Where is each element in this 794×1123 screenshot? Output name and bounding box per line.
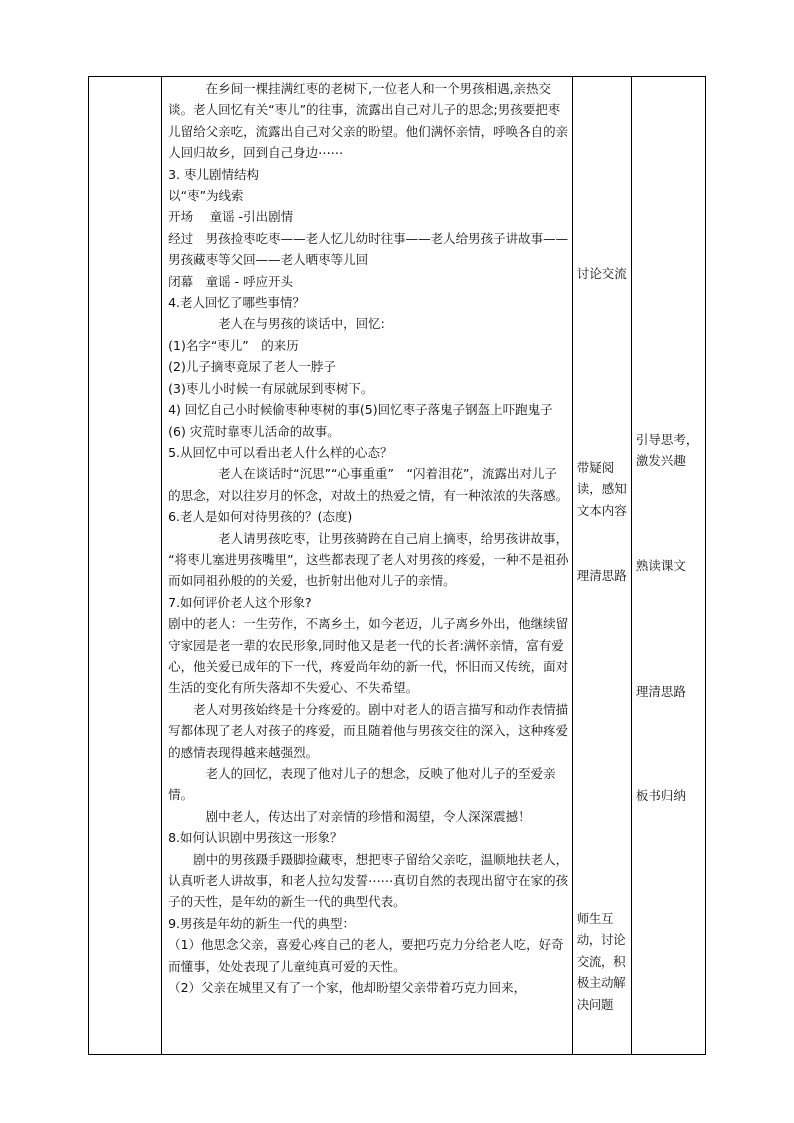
answer-6: 老人请男孩吃枣，让男孩骑跨在自己肩上摘枣，给男孩讲故事， “将枣儿塞进男孩嘴里”，这些都表现了老人对男孩的疼爱，一种不是祖孙而如同祖孙般的的关爱，也折射出他对儿子的亲情。 <box>168 530 575 589</box>
teaching-content-cell <box>162 77 573 1055</box>
clue-line: 以“枣”为线索 <box>168 188 244 204</box>
intent-read: 熟读课文 <box>635 558 686 573</box>
answer-8: 剧中的男孩蹑手蹑脚捡藏枣，想把枣子留给父亲吃，温顺地扶老人，认真听老人讲故事，和老人拉勾发誓⋯⋯真切自然的表现出留守在家的孩子的天性，是年幼的新生一代的典型代表。 <box>168 851 569 910</box>
plot-summary: 在乡间一棵挂满红枣的老树下,一位老人和一个男孩相遇,亲热交谈。老人回忆有关“枣儿”的往事，流露出自己对儿子的思念;男孩要把枣儿留给父亲吃，流露出自己对父亲的盼望。他们满怀亲情，呼唤各自的亲人回归故乡，回到自己身边⋯⋯ <box>168 81 569 161</box>
answer-4-item-3: (3)枣儿小时候一有尿就尿到枣树下。 <box>168 380 374 396</box>
answer-7-part-4: 剧中老人，传达出了对亲情的珍惜和渴望，令人深深震撼！ <box>205 808 531 824</box>
intent-clarify: 理清思路 <box>635 684 686 699</box>
question-7: 7.如何评价老人这个形象? <box>168 594 312 610</box>
intent-guide: 引导思考，激发兴趣 <box>635 432 699 469</box>
lesson-plan-table <box>88 76 706 1055</box>
table-row <box>89 77 706 1055</box>
answer-4-item-4-6: 4) 回忆自己小时候偷枣种枣树的事(5)回忆枣子落鬼子钢盔上吓跑鬼子(6) 灾荒时靠枣儿活命的故事。 <box>168 402 553 439</box>
structure-development: 经过 男孩捡枣吃枣——老人忆儿幼时往事——老人给男孩子讲故事——男孩藏枣等父回——老人晒枣等儿回 <box>168 230 569 268</box>
question-9: 9.男孩是年幼的新生一代的典型： <box>168 915 356 931</box>
answer-4-intro: 老人在与男孩的谈话中，回忆: <box>218 316 385 332</box>
activity-read: 带疑阅读，感知文本内容 <box>576 460 627 518</box>
structure-ending: 闭幕 童谣 - 呼应开头 <box>168 273 294 289</box>
question-6: 6.老人是如何对待男孩的？(态度) <box>168 509 353 525</box>
answer-7-part-3: 老人的回忆，表现了他对儿子的想念，反映了他对儿子的至爱亲情。 <box>168 766 556 803</box>
answer-7-part-1: 剧中的老人：一生劳作，不离乡土，如今老迈，儿子离乡外出，他继续留守家园是老一辈的农民形象,同时他又是老一代的长者:满怀亲情，富有爱心，他关爱已成年的下一代，疼爱尚年幼的新一代，怀旧而又传统，面对生活的变化有所失落却不失爱心、不失希望。 <box>168 616 569 696</box>
answer-9-item-2: （2）父亲在城里又有了一个家，他却盼望父亲带着巧克力回来， <box>168 980 527 996</box>
question-8: 8.如何认识剧中男孩这一形象？ <box>168 830 343 846</box>
question-5: 5.从回忆中可以看出老人什么样的心态？ <box>168 444 393 460</box>
answer-5: 老人在谈话时“沉思”“心事重重” “闪着泪花”，流露出对儿子的思念，对以往岁月的怀念，对故土的热爱之情，有一种浓浓的失落感。 <box>168 466 569 503</box>
answer-7-part-2: 老人对男孩始终是十分疼爱的。剧中对老人的语言描写和动作表情描写都体现了老人对孩子的疼爱，而且随着他与男孩交往的深入，这种疼爱的感情表现得越来越强烈。 <box>168 701 569 760</box>
design-intent-cell <box>631 77 705 1055</box>
activity-discuss: 讨论交流 <box>576 266 627 281</box>
answer-4-item-1: (1)名字“枣儿” 的来历 <box>168 337 299 353</box>
empty-left-cell <box>89 77 162 1055</box>
activity-clarify: 理清思路 <box>576 568 627 583</box>
intent-summarize: 板书归纳 <box>635 788 686 803</box>
answer-4-item-2: (2)儿子摘枣竟尿了老人一脖子 <box>168 359 336 375</box>
question-4: 4.老人回忆了哪些事情？ <box>168 295 306 311</box>
student-activity-cell <box>572 77 631 1055</box>
activity-interact: 师生互动，讨论交流，积极主动解决问题 <box>576 911 626 1012</box>
answer-9-item-1: （1）他思念父亲，喜爱心疼自己的老人，要把巧克力分给老人吃，好奇而懂事，处处表现了儿童纯真可爱的天性。 <box>168 937 564 974</box>
section-heading-3: 3. 枣儿剧情结构 <box>168 166 260 182</box>
structure-opening: 开场 童谣 -引出剧情 <box>168 209 294 225</box>
